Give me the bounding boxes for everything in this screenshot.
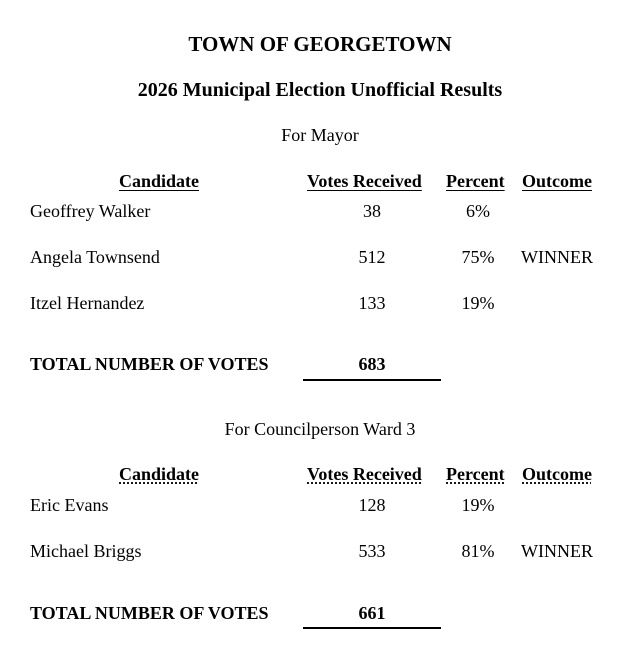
candidate-name: Angela Townsend	[30, 247, 160, 267]
candidate-name: Michael Briggs	[30, 541, 142, 561]
vote-percent: 19%	[461, 495, 495, 515]
column-header-candidate: Candidate	[119, 464, 200, 484]
column-header-percent: Percent	[446, 171, 505, 191]
town-title: TOWN OF GEORGETOWN	[188, 32, 452, 56]
candidate-name: Geoffrey Walker	[30, 201, 151, 221]
column-header-outcome: Outcome	[522, 464, 592, 484]
votes-received: 533	[358, 541, 386, 561]
total-underline	[303, 379, 441, 381]
total-underline	[303, 627, 441, 629]
votes-received: 38	[363, 201, 381, 221]
outcome-winner: WINNER	[521, 247, 593, 267]
vote-percent: 75%	[461, 247, 495, 267]
column-header-candidate: Candidate	[119, 171, 200, 191]
column-header-percent: Percent	[446, 464, 505, 484]
column-header-outcome: Outcome	[522, 171, 592, 191]
vote-percent: 6%	[466, 201, 490, 221]
column-header-votes: Votes Received	[307, 171, 422, 191]
vote-percent: 81%	[461, 541, 495, 561]
race-title-mayor: For Mayor	[281, 125, 359, 145]
total-votes-label: TOTAL NUMBER OF VOTES	[30, 354, 269, 374]
vote-percent: 19%	[461, 293, 495, 313]
candidate-name: Itzel Hernandez	[30, 293, 145, 313]
total-votes-value: 661	[358, 603, 386, 623]
total-votes-label: TOTAL NUMBER OF VOTES	[30, 603, 269, 623]
column-header-votes: Votes Received	[307, 464, 422, 484]
page-title: 2026 Municipal Election Unofficial Results	[137, 79, 503, 101]
total-votes-value: 683	[358, 354, 386, 374]
votes-received: 128	[358, 495, 386, 515]
candidate-name: Eric Evans	[30, 495, 109, 515]
votes-received: 512	[358, 247, 386, 267]
outcome-winner: WINNER	[521, 541, 593, 561]
votes-received: 133	[358, 293, 386, 313]
race-title-councilperson: For Councilperson Ward 3	[224, 419, 416, 439]
